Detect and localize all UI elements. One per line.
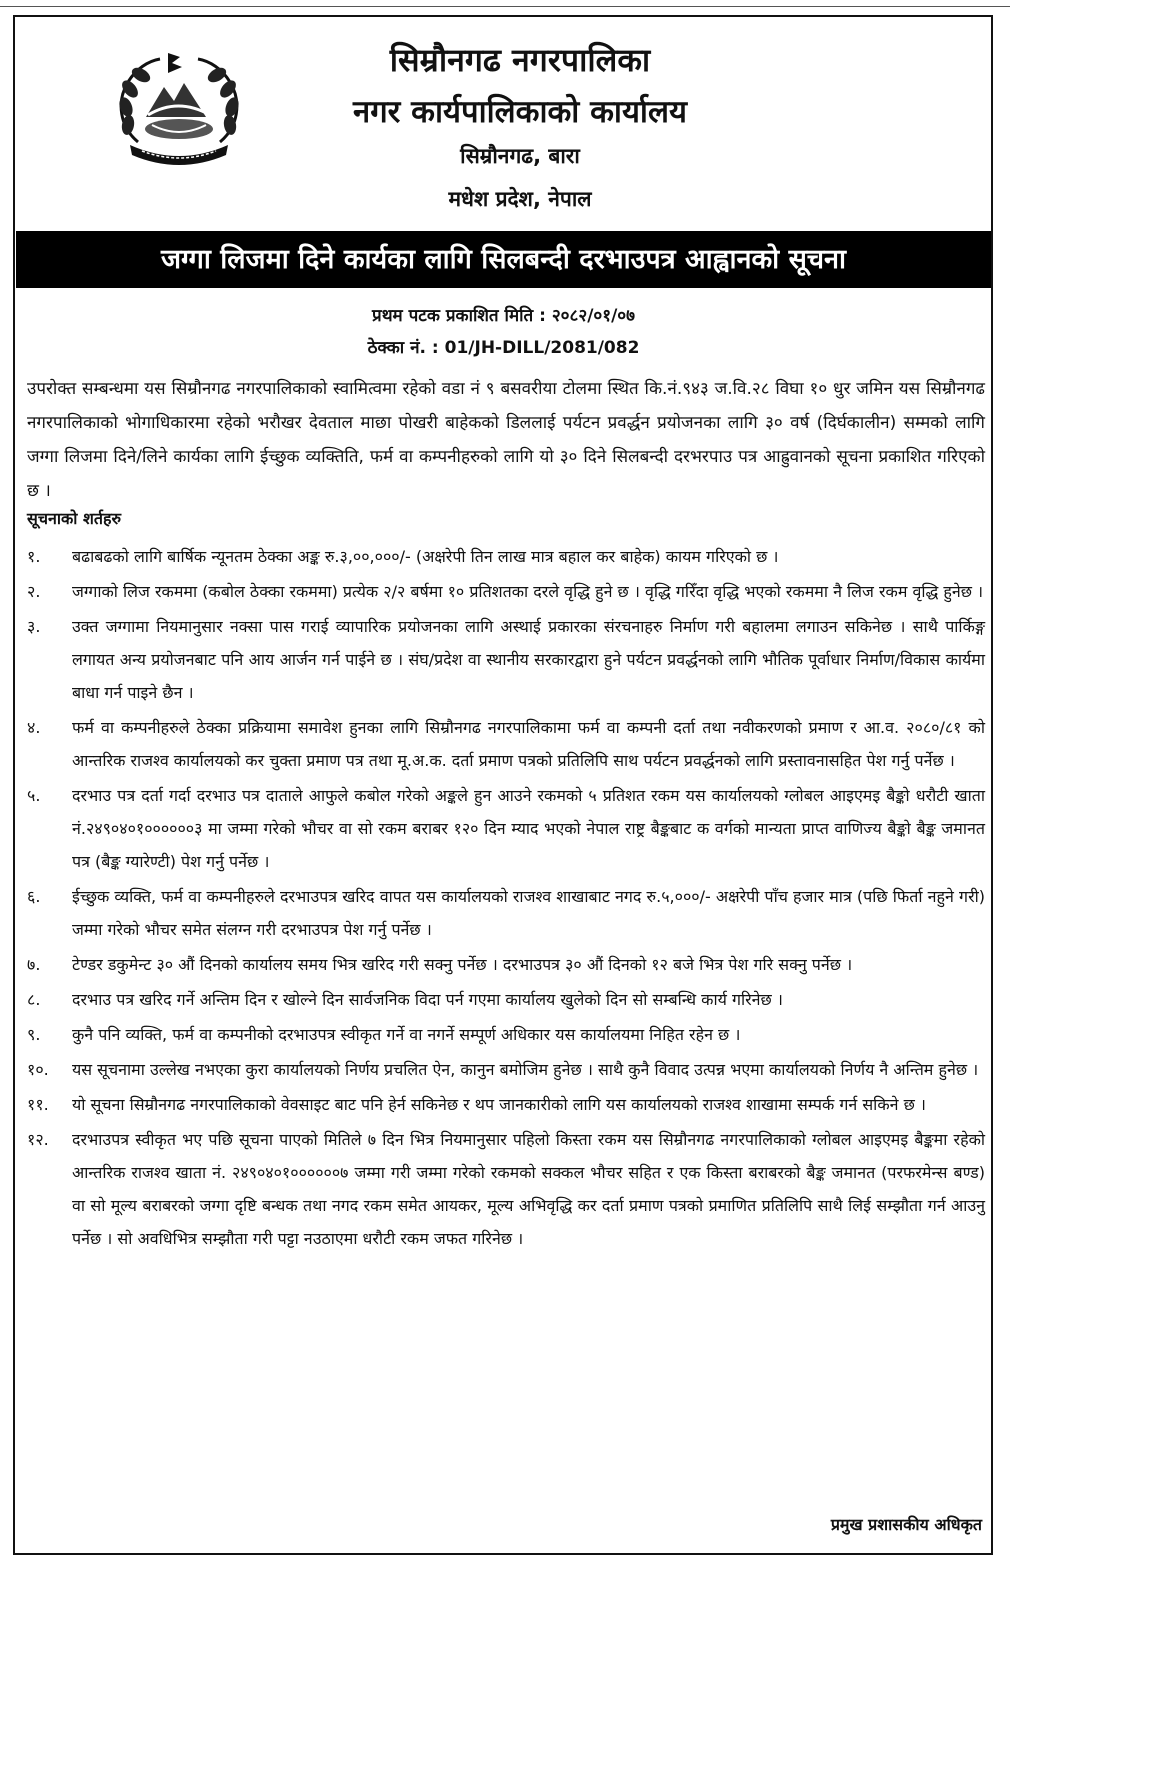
term-number: ६. — [27, 887, 41, 906]
office-province: मधेश प्रदेश, नेपाल — [448, 187, 592, 211]
term-number: २. — [27, 582, 41, 601]
term-text: दरभाउ पत्र खरिद गर्ने अन्तिम दिन र खोल्ने दिन सार्वजनिक विदा पर्न गएमा कार्यालय खुलेको दिन सो सम्बन्धि कार्य गरिनेछ । — [72, 990, 783, 1009]
term-number: ५. — [27, 786, 41, 805]
term-number: १२. — [27, 1130, 49, 1149]
term-text: टेण्डर डकुमेन्ट ३० औं दिनको कार्यालय समय भित्र खरिद गरी सक्नु पर्नेछ । दरभाउपत्र ३० औं दिनको १२ बजे भित्र पेश गरि सक्नु पर्नेछ । — [72, 955, 853, 974]
office-name: नगर कार्यपालिकाको कार्यालय — [353, 94, 687, 130]
term-text: जग्गाको लिज रकममा (कबोल ठेक्का रकममा) प्रत्येक २/२ बर्षमा १० प्रतिशतका दरले वृद्धि हुने छ । वृद्धि गरिँदा वृद्धि भएको रकममा नै लिज रकम वृद्धि हुनेछ । — [72, 582, 984, 601]
terms-heading: सूचनाको शर्तहरु — [27, 509, 122, 528]
term-text: यस सूचनामा उल्लेख नभएका कुरा कार्यालयको निर्णय प्रचलित ऐन, कानुन बमोजिम हुनेछ । साथै कुनै विवाद उत्पन्न भएमा कार्यालयको निर्णय नै अन्तिम हुनेछ । — [72, 1060, 979, 1079]
top-rule — [0, 6, 1010, 7]
term-text: कुनै पनि व्यक्ति, फर्म वा कम्पनीको दरभाउपत्र स्वीकृत गर्ने वा नगर्ने सम्पूर्ण अधिकार यस कार्यालयमा निहित रहेन छ । — [72, 1025, 741, 1044]
term-item — [27, 948, 985, 981]
term-item — [27, 540, 985, 573]
term-item — [27, 1088, 985, 1121]
term-item — [27, 1018, 985, 1051]
terms-list — [27, 540, 985, 1257]
term-number: ११. — [27, 1095, 49, 1114]
signatory-title: प्रमुख प्रशासकीय अधिकृत — [830, 1515, 982, 1534]
term-item — [27, 610, 985, 709]
term-item — [27, 983, 985, 1016]
term-text: फर्म वा कम्पनीहरुले ठेक्का प्रक्रियामा समावेश हुनका लागि सिम्रौनगढ नगरपालिकामा फर्म वा कम्पनी दर्ता तथा नवीकरणको प्रमाण र आ.व. २०८०/८१ को आन्तरिक राजश्व कार्यालयको कर चुक्ता प्रमाण पत्र तथा मू.अ.क. दर्ता प्रमाण पत्रको प्रतिलिपि साथ पर्यटन प्रवर्द्धनको लागि प्रस्तावनासहित पेश गर्नु पर्नेछ । — [72, 718, 985, 770]
term-number: १०. — [27, 1060, 49, 1079]
term-item — [27, 575, 985, 608]
term-text: दरभाउ पत्र दर्ता गर्दा दरभाउ पत्र दाताले आफुले कबोल गरेको अङ्कले हुन आउने रकमको ५ प्रतिशत रकम यस कार्यालयको ग्लोबल आइएमइ बैङ्को धरौटी खाता नं.२४९०४०१००००००३ मा जम्मा गरेको भौचर वा सो रकम बराबर १२० दिन म्याद भएको नेपाल राष्ट्र बैङ्कबाट क वर्गको मान्यता प्राप्त वाणिज्य बैङ्को बैङ्क जमानत पत्र (बैङ्क ग्यारेण्टी) पेश गर्नु पर्नेछ । — [72, 786, 985, 871]
term-number: ९. — [27, 1025, 41, 1044]
term-item — [27, 1053, 985, 1086]
term-text: बढाबढको लागि बार्षिक न्यूनतम ठेक्का अङ्क रु.३,००,०००/- (अक्षरेपी तिन लाख मात्र बहाल कर बाहेक) कायम गरिएको छ । — [72, 547, 779, 566]
term-item — [27, 779, 985, 878]
publish-date: प्रथम पटक प्रकाशित मिति : २०८२/०१/०७ — [372, 306, 635, 326]
nepal-government-emblem-icon — [108, 47, 250, 172]
term-text: ईच्छुक व्यक्ति, फर्म वा कम्पनीहरुले दरभाउपत्र खरिद वापत यस कार्यालयको राजश्व शाखाबाट नगद रु.५,०००/- अक्षरेपी पाँच हजार मात्र (पछि फिर्ता नहुने गरी) जम्मा गरेको भौचर समेत संलग्न गरी दरभाउपत्र पेश गर्नु पर्नेछ । — [72, 887, 985, 939]
term-number: ४. — [27, 718, 41, 737]
term-number: ८. — [27, 990, 41, 1009]
term-number: ७. — [27, 955, 41, 974]
notice-title: जग्गा लिजमा दिने कार्यका लागि सिलबन्दी दरभाउपत्र आह्वानको सूचना — [161, 244, 846, 275]
term-text: उक्त जग्गामा नियमानुसार नक्सा पास गराई व्यापारिक प्रयोजनका लागि अस्थाई प्रकारका संरचनाहरु निर्माण गरी बहालमा लगाउन सकिनेछ । साथै पार्किङ्ग लगायत अन्य प्रयोजनबाट पनि आय आर्जन गर्न पाईने छ । संघ/प्रदेश वा स्थानीय सरकारद्वारा हुने पर्यटन प्रवर्द्धनको लागि भौतिक पूर्वाधार निर्माण/विकास कार्यमा बाधा गर्न पाइने छैन । — [72, 617, 985, 702]
term-item — [27, 880, 985, 946]
office-location: सिम्रौनगढ, बारा — [460, 144, 580, 168]
contract-number: ठेक्का नं. : 01/JH-DILL/2081/082 — [367, 338, 640, 358]
term-item — [27, 711, 985, 777]
term-item — [27, 1123, 985, 1255]
intro-paragraph: उपरोक्त सम्बन्धमा यस सिम्रौनगढ नगरपालिकाको स्वामित्वमा रहेको वडा नं ९ बसवरीया टोलमा स्थित कि.नं.९४३ ज.वि.२८ विघा १० धुर जमिन यस सिम्रौनगढ नगरपालिकाको भोगाधिकारमा रहेको भरौखर देवताल माछा पोखरी बाहेकको डिललाई पर्यटन प्रवर्द्धन प्रयोजनका लागि ३० वर्ष (दिर्घकालीन) सम्मको लागि जग्गा लिजमा दिने/लिने कार्यका लागि ईच्छुक व्यक्तिति, फर्म वा कम्पनीहरुको लागि यो ३० दिने सिलबन्दी दरभरपाउ पत्र आह्रुवानको सूचना प्रकाशित गरिएको छ । — [27, 379, 985, 501]
term-number: ३. — [27, 617, 41, 636]
term-number: १. — [27, 547, 41, 566]
term-text: दरभाउपत्र स्वीकृत भए पछि सूचना पाएको मितिले ७ दिन भित्र नियमानुसार पहिलो किस्ता रकम यस सिम्रौनगढ नगरपालिकाको ग्लोबल आइएमइ बैङ्कमा रहेको आन्तरिक राजश्व खाता नं. २४९०४०१००००००७ जम्मा गरी जम्मा गरेको रकमको सक्कल भौचर सहित र एक किस्ता बराबरको बैङ्क जमानत (परफरमेन्स बण्ड) वा सो मूल्य बराबरको जग्गा दृष्टि बन्धक तथा नगद रकम समेत आयकर, मूल्य अभिवृद्धि कर दर्ता प्रमाण पत्रको प्रमाणित प्रतिलिपि साथै लिई सम्झौता गर्न आउनु पर्नेछ । सो अवधिभित्र सम्झौता गरी पट्टा नउठाएमा धरौटी रकम जफत गरिनेछ । — [72, 1130, 985, 1248]
notice-title-bar — [16, 231, 991, 288]
term-text: यो सूचना सिम्रौनगढ नगरपालिकाको वेवसाइट बाट पनि हेर्न सकिनेछ र थप जानकारीको लागि यस कार्यालयको राजश्व शाखामा सम्पर्क गर्न सकिने छ । — [72, 1095, 926, 1114]
municipality-name: सिम्रौनगढ नगरपालिका — [389, 41, 651, 79]
